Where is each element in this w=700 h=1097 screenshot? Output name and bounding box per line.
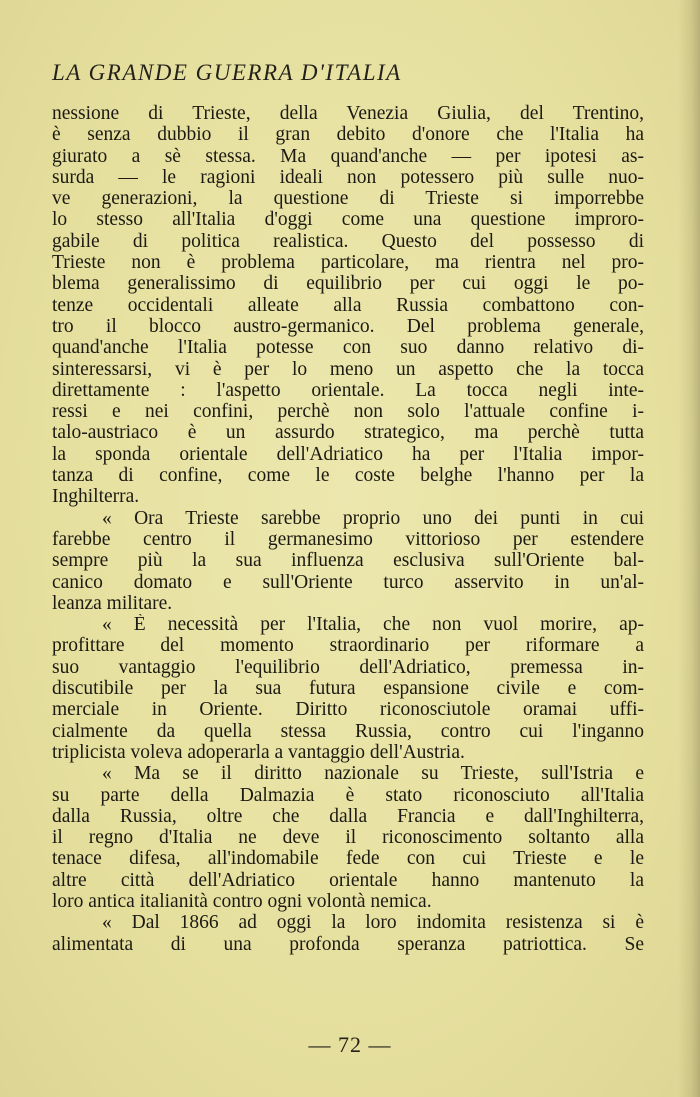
text-line: suo vantaggio l'equilibrio dell'Adriatico, premessa in- (52, 656, 644, 678)
text-line: è senza dubbio il gran debito d'onore che l'Italia ha (52, 124, 644, 146)
text-line: loro antica italianità contro ogni volontà nemica. (52, 890, 432, 912)
text-line: surda — le ragioni ideali non potessero più sulle nuo- (52, 166, 644, 188)
text-line: il regno d'Italia ne deve il riconoscimento soltanto alla (52, 827, 644, 849)
text-line: farebbe centro il germanesimo vittorioso per estendere (52, 528, 644, 550)
running-head: LA GRANDE GUERRA D'ITALIA (52, 60, 402, 85)
text-line: « Ora Trieste sarebbe proprio uno dei punti in cui (102, 507, 644, 529)
text-line: Trieste non è problema particolare, ma rientra nel pro- (52, 252, 644, 274)
text-line: la sponda orientale dell'Adriatico ha per l'Italia impor- (52, 443, 644, 465)
text-line: discutibile per la sua futura espansione civile e com- (52, 678, 644, 700)
text-line: gabile di politica realistica. Questo del possesso di (52, 230, 644, 252)
text-line: altre città dell'Adriatico orientale hanno mantenuto la (52, 869, 644, 891)
text-line: « Ma se il diritto nazionale su Trieste, sull'Istria e (102, 763, 644, 785)
text-line: profittare del momento straordinario per riformare a (52, 635, 644, 657)
text-line: tanza di confine, come le coste belghe l'hanno per la (52, 465, 644, 487)
text-line: talo-austriaco è un assurdo strategico, ma perchè tutta (52, 422, 644, 444)
text-line: tro il blocco austro-germanico. Del problema generale, (52, 315, 644, 337)
text-line: leanza militare. (52, 592, 173, 614)
text-line: cialmente da quella stessa Russia, contro cui l'inganno (52, 720, 644, 742)
text-line: « È necessità per l'Italia, che non vuol morire, ap- (102, 614, 644, 636)
text-line: nessione di Trieste, della Venezia Giulia, del Trentino, (52, 103, 644, 124)
text-line: quand'anche l'Italia potesse con suo danno relativo di- (52, 337, 644, 359)
text-line: canico domato e sull'Oriente turco asservito in un'al- (52, 571, 644, 593)
page-edge-shadow (678, 0, 700, 1097)
text-line: Inghilterra. (52, 486, 140, 508)
text-line: alimentata di una profonda speranza patriottica. Se (52, 933, 644, 955)
text-line: merciale in Oriente. Diritto riconosciutole oramai uffi- (52, 699, 644, 721)
text-line: sempre più la sua influenza esclusiva sull'Oriente bal- (52, 550, 644, 572)
text-line: lo stesso all'Italia d'oggi come una questione improro- (52, 209, 644, 231)
text-line: ve generazioni, la questione di Trieste si imporrebbe (52, 188, 644, 210)
text-line: tenze occidentali alleate alla Russia combattono con- (52, 294, 644, 316)
text-line: giurato a sè stessa. Ma quand'anche — per ipotesi as- (52, 145, 644, 167)
text-line: su parte della Dalmazia è stato riconosciuto all'Italia (52, 784, 644, 806)
text-line: direttamente : l'aspetto orientale. La tocca negli inte- (52, 379, 644, 401)
text-line: sinteressarsi, vi è per lo meno un aspetto che la tocca (52, 358, 644, 380)
text-line: tenace difesa, all'indomabile fede con cui Trieste e le (52, 848, 644, 870)
text-line: ressi e nei confini, perchè non solo l'attuale confine i- (52, 401, 644, 423)
body-text (52, 103, 644, 955)
text-line: « Dal 1866 ad oggi la loro indomita resistenza si è (102, 912, 644, 934)
page-number: — 72 — (308, 1032, 392, 1057)
text-line: blema generalissimo di equilibrio per cui oggi le po- (52, 273, 644, 295)
text-line: triplicista voleva adoperarla a vantaggio dell'Austria. (52, 741, 465, 763)
text-line: dalla Russia, oltre che dalla Francia e dall'Inghilterra, (52, 805, 644, 827)
